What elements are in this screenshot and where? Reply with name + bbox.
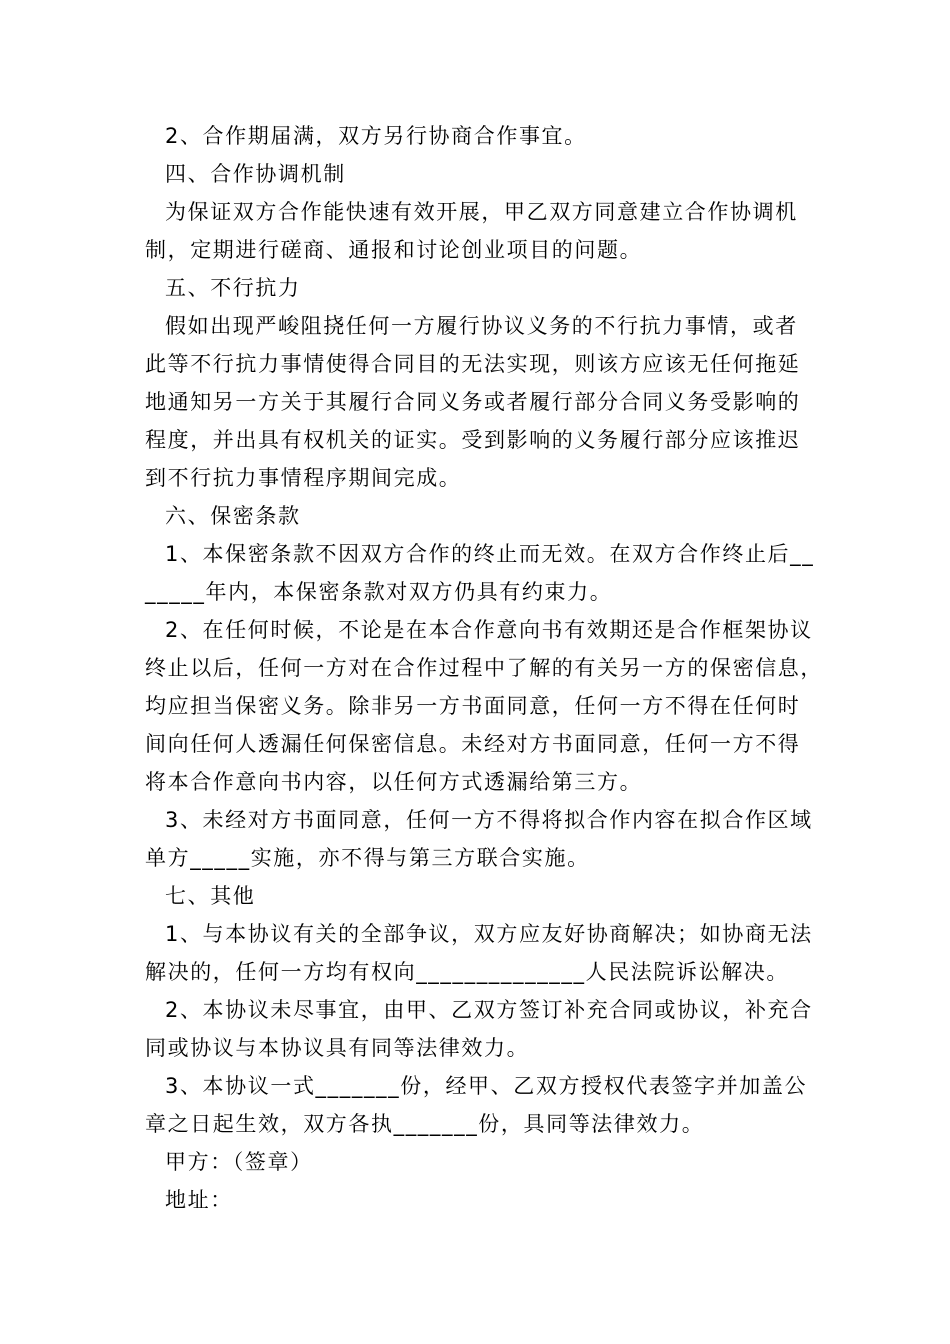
paragraph-line: 同或协议与本协议具有同等法律效力。 <box>145 1036 530 1060</box>
paragraph-line: 将本合作意向书内容，以任何方式透漏给第三方。 <box>145 770 643 794</box>
signature-party-a: 甲方：（签章） <box>165 1150 313 1174</box>
paragraph-line: 均应担当保密义务。除非另一方书面同意，任何一方不得在任何时 <box>145 694 801 718</box>
paragraph-line: 单方_____实施，亦不得与第三方联合实施。 <box>145 846 590 870</box>
paragraph-line: 终止以后，任何一方对在合作过程中了解的有关另一方的保密信息， <box>145 656 823 680</box>
paragraph-line: 地通知另一方关于其履行合同义务或者履行部分合同义务受影响的 <box>145 390 801 414</box>
paragraph-line: 1、与本协议有关的全部争议，双方应友好协商解决；如协商无法 <box>165 922 813 946</box>
section-heading: 六、保密条款 <box>165 504 301 528</box>
paragraph-line: 2、在任何时候，不论是在本合作意向书有效期还是合作框架协议 <box>165 618 813 642</box>
paragraph-line: 3、本协议一式_______份，经甲、乙双方授权代表签字并加盖公 <box>165 1074 808 1098</box>
paragraph-line: 2、本协议未尽事宜，由甲、乙双方签订补充合同或协议，补充合 <box>165 998 813 1022</box>
section-heading: 四、合作协调机制 <box>165 162 346 186</box>
paragraph-line: 假如出现严峻阻挠任何一方履行协议义务的不行抗力事情，或者 <box>165 314 798 338</box>
paragraph-line: 程度，并出具有权机关的证实。受到影响的义务履行部分应该推迟 <box>145 428 801 452</box>
section-heading: 五、不行抗力 <box>165 276 301 300</box>
paragraph-line: 为保证双方合作能快速有效开展，甲乙双方同意建立合作协调机 <box>165 200 798 224</box>
paragraph-line: 解决的，任何一方均有权向______________人民法院诉讼解决。 <box>145 960 789 984</box>
section-heading: 七、其他 <box>165 884 256 908</box>
paragraph-line: 制，定期进行磋商、通报和讨论创业项目的问题。 <box>145 238 643 262</box>
paragraph-line: 3、未经对方书面同意，任何一方不得将拟合作内容在拟合作区域 <box>165 808 813 832</box>
address-label: 地址： <box>165 1188 233 1212</box>
paragraph-line: 章之日起生效，双方各执_______份，具同等法律效力。 <box>145 1112 705 1136</box>
paragraph-line: 到不行抗力事情程序期间完成。 <box>145 466 462 490</box>
paragraph-line: 间向任何人透漏任何保密信息。未经对方书面同意，任何一方不得 <box>145 732 801 756</box>
paragraph-line: 2、合作期届满，双方另行协商合作事宜。 <box>165 124 587 148</box>
paragraph-line: 此等不行抗力事情使得合同目的无法实现，则该方应该无任何拖延 <box>145 352 801 376</box>
paragraph-line: _____年内，本保密条款对双方仍具有约束力。 <box>145 580 613 604</box>
paragraph-line: 1、本保密条款不因双方合作的终止而无效。在双方合作终止后__ <box>165 542 815 566</box>
